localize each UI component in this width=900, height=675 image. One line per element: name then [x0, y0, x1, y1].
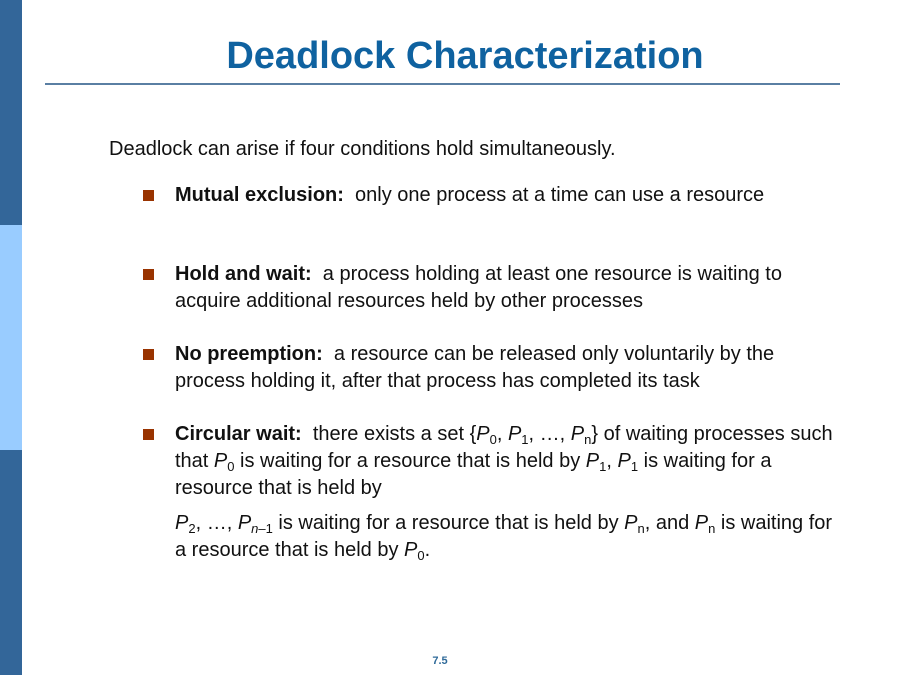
condition-term: Circular wait: — [175, 423, 302, 445]
condition-circular-wait — [175, 421, 835, 564]
square-bullet-icon — [143, 349, 154, 360]
sidebar-segment-bottom — [0, 450, 22, 675]
condition-text: a process holding at least one resource is waiting to acquire additional resources held by other processes — [175, 263, 782, 312]
condition-term: Mutual exclusion: — [175, 184, 344, 206]
page-number: 7.5 — [432, 655, 448, 667]
condition-text: a resource can be released only voluntarily by the process holding it, after that process has completed its task — [175, 343, 775, 392]
condition-continuation: $P_2$, …, $P_{n-1}$ is waiting for a resource that is held by $P_n$, and $P_n$ is waiting for a resource that is held by $P_0$. — [175, 512, 833, 563]
condition-text: there exists a set {$P_0$, $P_1$, …, $P_n$} of waiting processes such that $P_0$ is waiting for a resource that is held by $P_1$, $P_1$ is waiting for a resource that is held by — [175, 423, 833, 499]
condition-mutual-exclusion — [175, 182, 835, 209]
condition-term: Hold and wait: — [175, 263, 312, 285]
square-bullet-icon — [143, 190, 154, 201]
condition-text: only one process at a time can use a resource — [355, 184, 765, 206]
intro-text: Deadlock can arise if four conditions hold simultaneously. — [109, 138, 616, 160]
title-divider — [45, 83, 840, 85]
sidebar-decoration — [0, 0, 22, 675]
condition-term: No preemption: — [175, 343, 323, 365]
sidebar-segment-middle — [0, 225, 22, 450]
condition-no-preemption — [175, 341, 835, 395]
condition-hold-and-wait — [175, 261, 835, 315]
slide-title: Deadlock Characterization — [226, 35, 704, 77]
square-bullet-icon — [143, 269, 154, 280]
square-bullet-icon — [143, 429, 154, 440]
